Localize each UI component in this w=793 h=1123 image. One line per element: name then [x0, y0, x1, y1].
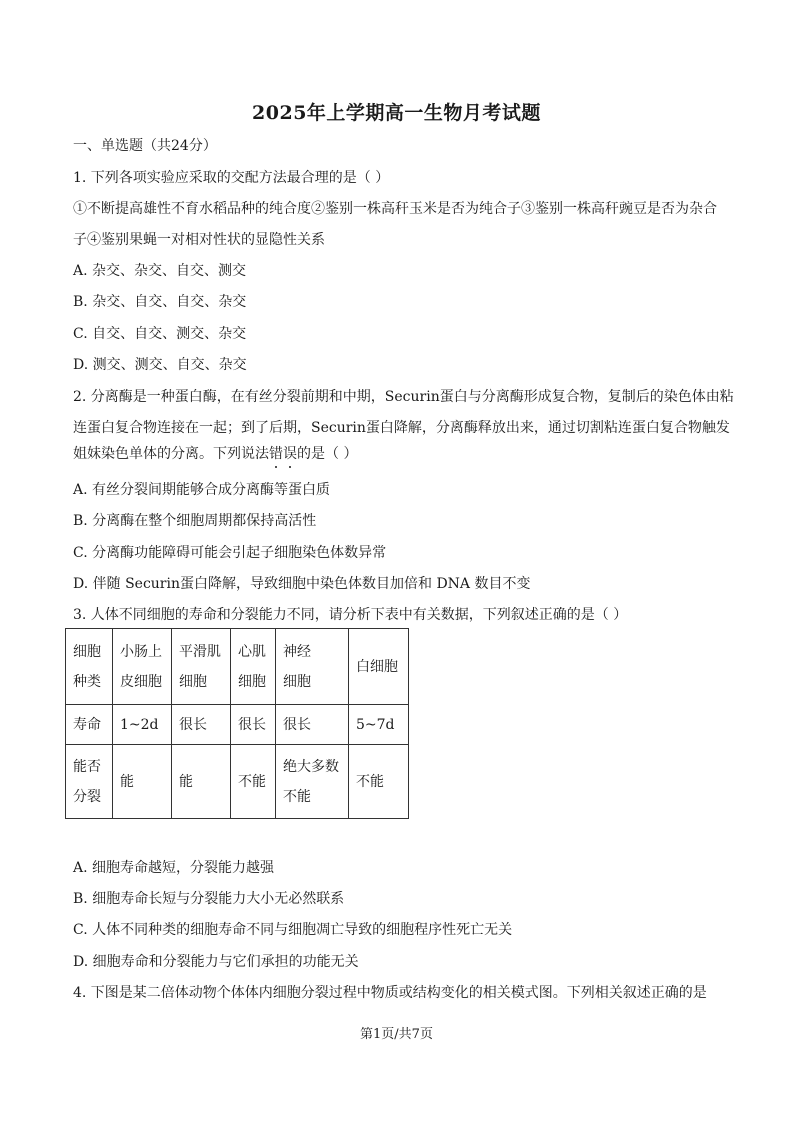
table-cell: 很长	[283, 716, 311, 733]
table-row	[66, 705, 409, 745]
emphasis-char: 错	[269, 446, 283, 462]
table-cell: 很长	[238, 716, 266, 733]
table-cell: 细胞 种类	[73, 643, 101, 690]
q2-line3	[73, 444, 357, 464]
q1-stem: 1. 下列各项实验应采取的交配方法最合理的是（ ）	[73, 170, 390, 186]
q3-option-d: D. 细胞寿命和分裂能力与它们承担的功能无关	[73, 954, 359, 970]
table-row	[66, 745, 409, 819]
section-heading: 一、单选题（共24分）	[73, 138, 217, 154]
table-cell: 心肌 细胞	[238, 643, 266, 690]
table-cell: 很长	[179, 716, 207, 733]
table-cell: 小肠上 皮细胞	[120, 643, 162, 690]
table-cell: 不能	[356, 773, 384, 790]
table-cell: 能	[120, 773, 134, 790]
cell-data-table	[65, 628, 409, 819]
q2-line3-tail: 的是（ ）	[297, 446, 358, 462]
table-row	[66, 629, 409, 705]
q2-line1: 2. 分离酶是一种蛋白酶，在有丝分裂前期和中期，Securin蛋白与分离酶形成复合物，复制后的染色体由粘	[73, 389, 734, 405]
q1-desc-line1: ①不断提高雄性不育水稻品种的纯合度②鉴别一株高秆玉米是否为纯合子③鉴别一株高秆豌豆是否为杂合	[73, 201, 717, 217]
page-title: 2025年上学期高一生物月考试题	[252, 102, 541, 124]
table-cell: 能	[179, 773, 193, 790]
q3-stem: 3. 人体不同细胞的寿命和分裂能力不同，请分析下表中有关数据，下列叙述正确的是（ ）	[73, 607, 628, 623]
q2-option-c: C. 分离酶功能障碍可能会引起子细胞染色体数异常	[73, 545, 387, 561]
q1-option-d: D. 测交、测交、自交、杂交	[73, 357, 247, 373]
q2-line3-text: 姐妹染色单体的分离。下列说法	[73, 446, 269, 462]
q3-option-c: C. 人体不同种类的细胞寿命不同与细胞凋亡导致的细胞程序性死亡无关	[73, 922, 513, 938]
table-cell: 不能	[238, 773, 266, 790]
q4-stem: 4. 下图是某二倍体动物个体体内细胞分裂过程中物质或结构变化的相关模式图。下列相关叙述正确的是	[73, 985, 707, 1001]
q1-option-c: C. 自交、自交、测交、杂交	[73, 326, 247, 342]
q2-option-b: B. 分离酶在整个细胞周期都保持高活性	[73, 513, 317, 529]
q1-option-a: A. 杂交、杂交、自交、测交	[73, 263, 247, 279]
q2-line2: 连蛋白复合物连接在一起；到了后期，Securin蛋白降解，分离酶释放出来，通过切割粘连蛋白复合物触发	[73, 420, 730, 436]
table-cell: 5~7d	[356, 716, 395, 733]
table-cell: 寿命	[73, 716, 101, 733]
q2-option-d: D. 伴随 Securin蛋白降解，导致细胞中染色体数目加倍和 DNA 数目不变	[73, 576, 531, 592]
table-cell: 平滑肌 细胞	[179, 643, 221, 690]
table-cell: 绝大多数 不能	[283, 758, 339, 805]
q1-option-b: B. 杂交、自交、自交、杂交	[73, 294, 247, 310]
q1-desc-line2: 子④鉴别果蝇一对相对性状的显隐性关系	[73, 232, 325, 248]
q3-option-b: B. 细胞寿命长短与分裂能力大小无必然联系	[73, 891, 345, 907]
q2-option-a: A. 有丝分裂间期能够合成分离酶等蛋白质	[73, 482, 331, 498]
table-cell: 1~2d	[120, 716, 159, 733]
page-number: 第1页/共7页	[360, 1027, 433, 1042]
q3-option-a: A. 细胞寿命越短，分裂能力越强	[73, 860, 275, 876]
table-cell: 白细胞	[356, 658, 398, 675]
emphasis-char: 误	[283, 446, 297, 462]
table-cell: 能否 分裂	[73, 758, 101, 805]
table-cell: 神经 细胞	[283, 643, 311, 690]
